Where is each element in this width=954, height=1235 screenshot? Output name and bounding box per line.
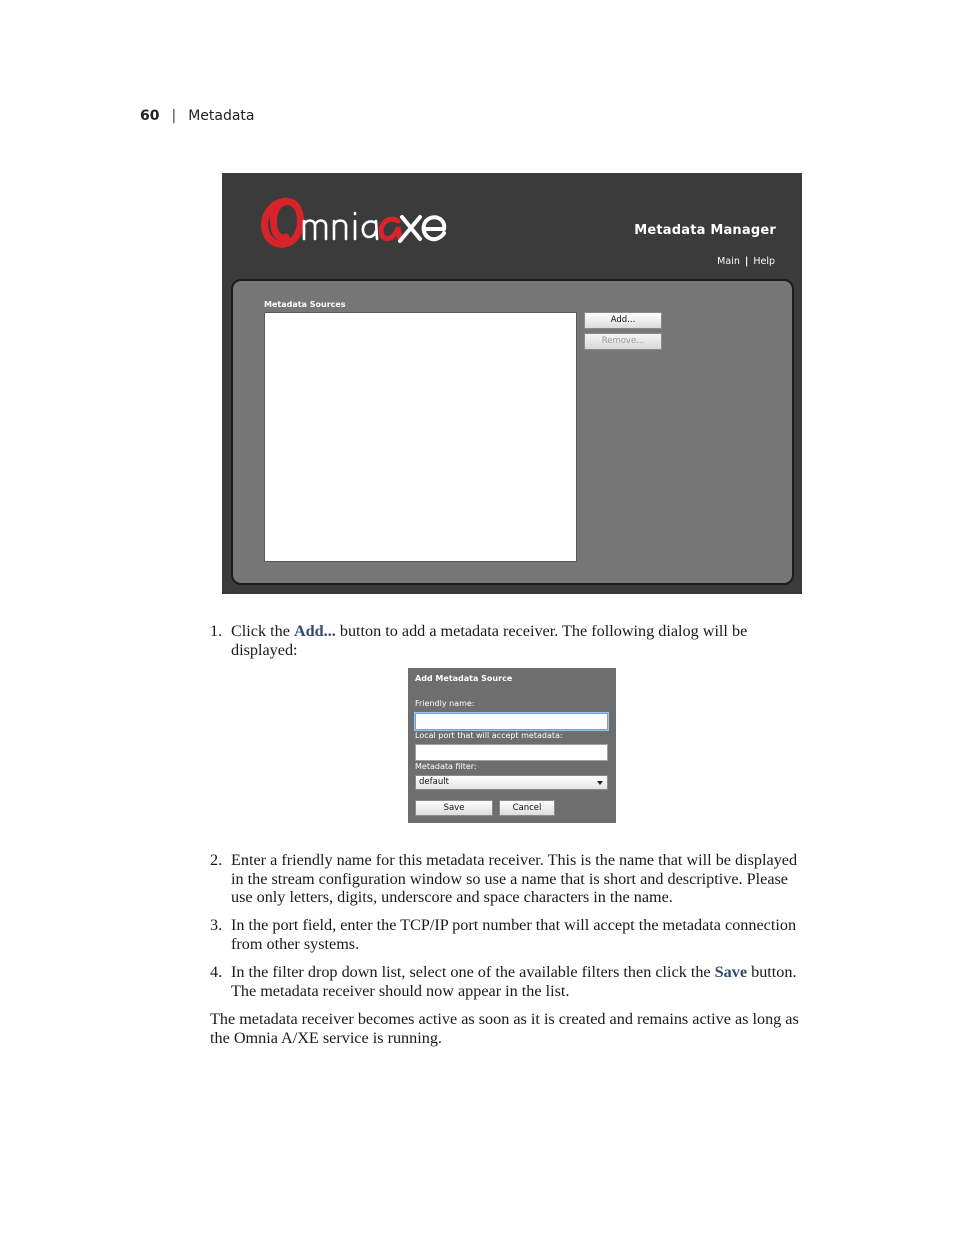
filter-selected-value: default xyxy=(419,777,449,787)
step-3 xyxy=(210,916,806,953)
step-number: 2. xyxy=(210,851,223,869)
step-text-after: button to add a metadata receiver. The following dialog will be displayed: xyxy=(231,622,748,659)
step-number: 4. xyxy=(210,963,223,981)
ui-term-save: Save xyxy=(714,963,748,981)
step-text xyxy=(231,622,806,659)
step-text-after: button. The metadata receiver should now appear in the list. xyxy=(231,963,797,1000)
step-text-before: In the filter drop down list, select one of the available filters then click the xyxy=(231,963,715,981)
step-text-before: Click the xyxy=(231,622,294,640)
remove-button[interactable]: Remove... xyxy=(584,333,662,350)
port-label: Local port that will accept metadata: xyxy=(415,731,563,740)
cancel-button[interactable]: Cancel xyxy=(499,800,555,816)
step-number: 1. xyxy=(210,622,223,640)
filter-select[interactable] xyxy=(415,775,608,790)
sources-list[interactable] xyxy=(264,312,577,562)
save-button[interactable]: Save xyxy=(415,800,493,816)
closing-paragraph: The metadata receiver becomes active as soon as it is created and remains active as long as the Omnia A/XE service is running. xyxy=(210,1010,799,1047)
friendly-name-input[interactable] xyxy=(415,713,608,730)
header-separator: | xyxy=(171,108,177,124)
sources-panel xyxy=(231,279,794,585)
page-number: 60 xyxy=(140,108,160,124)
running-head xyxy=(140,108,255,124)
window-title: Metadata Manager xyxy=(634,223,776,238)
step-4 xyxy=(210,963,806,1000)
nav-link-help[interactable]: Help xyxy=(753,256,775,267)
dialog-title: Add Metadata Source xyxy=(415,674,513,683)
chevron-down-icon xyxy=(597,781,603,785)
port-input[interactable] xyxy=(415,744,608,761)
omnia-axe-logo xyxy=(260,193,450,249)
step-text xyxy=(231,963,806,1000)
section-title: Metadata xyxy=(188,108,255,124)
top-nav xyxy=(717,256,775,267)
sources-label: Metadata Sources xyxy=(264,300,346,309)
step-text: Enter a friendly name for this metadata receiver. This is the name that will be displayed in the stream configuration window so use a name that is short and descriptive. Please use only letters, digits, underscore and space characters in the name. xyxy=(231,851,798,906)
step-number: 3. xyxy=(210,916,223,934)
step-2 xyxy=(210,851,806,907)
friendly-name-label: Friendly name: xyxy=(415,699,475,708)
add-button[interactable]: Add... xyxy=(584,312,662,329)
step-1 xyxy=(210,622,806,659)
add-metadata-source-dialog xyxy=(408,668,616,823)
filter-label: Metadata filter: xyxy=(415,762,477,771)
ui-term-add: Add... xyxy=(293,622,336,640)
nav-link-main[interactable]: Main xyxy=(717,256,740,267)
step-text: In the port field, enter the TCP/IP port number that will accept the metadata connection from other systems. xyxy=(231,916,797,953)
metadata-manager-screenshot xyxy=(222,173,802,594)
nav-separator: | xyxy=(744,256,749,267)
